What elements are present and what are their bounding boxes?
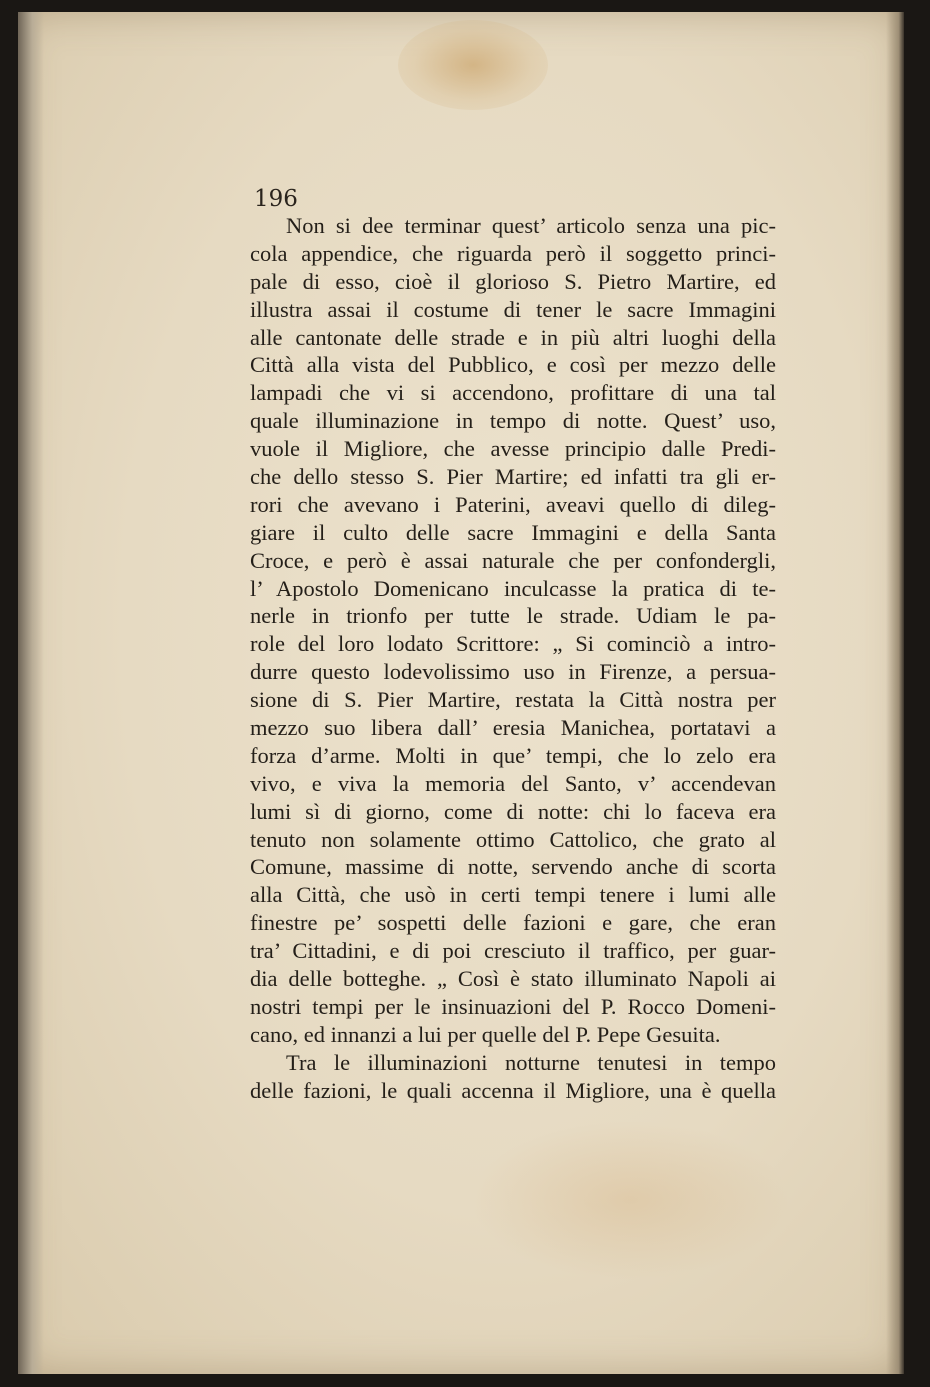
text-line: lumi sì di giorno, come di notte: chi lo faceva era — [250, 798, 776, 824]
text-line: vuole il Migliore, che avesse principio dalle Predi- — [250, 436, 776, 462]
body-text — [250, 212, 776, 1105]
text-line: cano, ed innanzi a lui per quelle del P. Pepe Gesuita. — [250, 1021, 721, 1047]
page-number: 196 — [254, 186, 298, 212]
text-line: Tra le illuminazioni notturne tenutesi in tempo — [286, 1049, 776, 1075]
text-line: giare il culto delle sacre Immagini e della Santa — [250, 519, 776, 545]
text-line: mezzo suo libera dall’ eresia Manichea, portatavi a — [250, 715, 776, 741]
text-line: tenuto non solamente ottimo Cattolico, che grato al — [250, 826, 776, 852]
text-line: Croce, e però è assai naturale che per confondergli, — [250, 547, 776, 573]
text-line: Non si dee terminar quest’ articolo senza una pic- — [286, 213, 776, 238]
text-line: Città alla vista del Pubblico, e così per mezzo delle — [250, 352, 776, 378]
text-line: quale illuminazione in tempo di notte. Quest’ uso, — [250, 408, 776, 434]
text-line: dia delle botteghe. „ Così è stato illuminato Napoli ai — [250, 966, 776, 992]
text-line: durre questo lodevolissimo uso in Firenze, a persua- — [250, 659, 776, 685]
text-line: forza d’arme. Molti in que’ tempi, che lo zelo era — [250, 742, 776, 768]
text-line: alla Città, che usò in certi tempi tenere i lumi alle — [250, 882, 776, 908]
text-line: vivo, e viva la memoria del Santo, v’ accendevan — [250, 770, 776, 796]
text-line: sione di S. Pier Martire, restata la Città nostra per — [250, 687, 776, 713]
text-line: tra’ Cittadini, e di poi cresciuto il traffico, per guar- — [250, 938, 776, 964]
text-line: pale di esso, cioè il glorioso S. Pietro Martire, ed — [250, 268, 776, 294]
text-line: illustra assai il costume di tener le sacre Immagini — [250, 296, 776, 322]
text-line: cola appendice, che riguarda però il soggetto princi- — [250, 240, 776, 266]
text-line: finestre pe’ sospetti delle fazioni e gare, che eran — [250, 910, 776, 936]
text-line: che dello stesso S. Pier Martire; ed infatti tra gli er- — [250, 464, 776, 490]
page-gutter — [18, 12, 44, 1374]
water-stain-bottom — [470, 1120, 790, 1280]
text-line: Comune, massime di notte, servendo anche di scorta — [250, 854, 776, 880]
text-line: rori che avevano i Paterini, aveavi quello di dileg- — [250, 491, 776, 517]
text-line: l’ Apostolo Domenicano inculcasse la pratica di te- — [250, 575, 776, 601]
text-line: role del loro lodato Scrittore: „ Si cominciò a intro- — [250, 631, 776, 657]
text-line: alle cantonate delle strade e in più altri luoghi della — [250, 324, 776, 350]
page-right-edge — [886, 12, 904, 1374]
water-stain-top — [398, 20, 548, 110]
text-line: nerle in trionfo per tutte le strade. Udiam le pa- — [250, 603, 776, 629]
text-line: lampadi che vi si accendono, profittare di una tal — [250, 380, 776, 406]
text-line: nostri tempi per le insinuazioni del P. Rocco Domeni- — [250, 993, 776, 1019]
text-line: delle fazioni, le quali accenna il Migliore, una è quella — [250, 1077, 776, 1103]
